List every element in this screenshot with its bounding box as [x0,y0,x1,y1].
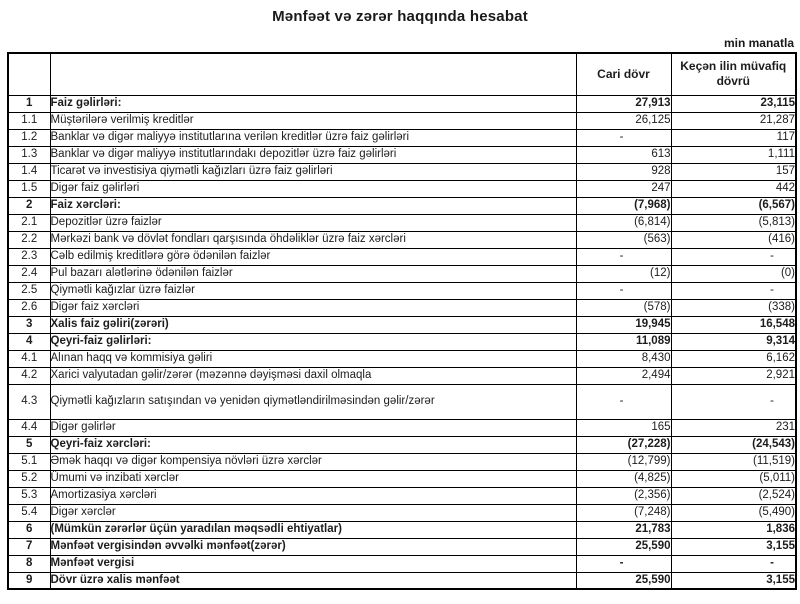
value-previous-period: (5,813) [671,214,796,231]
value-previous-period: - [671,282,796,299]
row-label: Mənfəət vergisi [50,555,576,572]
col-header-current-period: Cari dövr [576,53,671,95]
row-label: Digər xərclər [50,504,576,521]
row-label: Dövr üzrə xalis mənfəət [50,572,576,589]
table-row [8,316,796,333]
row-label: Mənfəət vergisindən əvvəlki mənfəət(zərər) [50,538,576,555]
value-current-period: (4,825) [576,470,671,487]
value-current-period: (12,799) [576,453,671,470]
row-label: Xalis faiz gəliri(zərəri) [50,316,576,333]
value-previous-period: (2,524) [671,487,796,504]
table-row [8,129,796,146]
row-number: 5 [8,436,50,453]
value-current-period: (578) [576,299,671,316]
table-row [8,95,796,112]
table-row [8,504,796,521]
table-row [8,572,796,589]
row-number: 9 [8,572,50,589]
table-row [8,231,796,248]
value-previous-period: 117 [671,129,796,146]
value-current-period: 25,590 [576,538,671,555]
row-number: 1.2 [8,129,50,146]
value-previous-period: 231 [671,419,796,436]
row-number: 4.2 [8,367,50,384]
row-label: Mərkəzi bank və dövlət fondları qarşısında öhdəliklər üzrə faiz xərcləri [50,231,576,248]
value-current-period: 165 [576,419,671,436]
row-number: 1.5 [8,180,50,197]
row-number: 5.4 [8,504,50,521]
value-previous-period: 3,155 [671,572,796,589]
value-previous-period: 442 [671,180,796,197]
value-current-period: 26,125 [576,112,671,129]
report-page [0,8,800,604]
row-number: 1.4 [8,163,50,180]
row-label: Müştərilərə verilmiş kreditlər [50,112,576,129]
table-row [8,282,796,299]
row-label: Faiz xərcləri: [50,197,576,214]
row-label: Depozitlər üzrə faizlər [50,214,576,231]
row-number: 3 [8,316,50,333]
row-number: 1.1 [8,112,50,129]
col-header-previous-period: Keçən ilin müvafiq dövrü [671,53,796,95]
row-number: 2.2 [8,231,50,248]
page-title: Mənfəət və zərər haqqında hesabat [272,8,528,25]
value-current-period: 247 [576,180,671,197]
value-current-period: - [576,248,671,265]
table-row [8,112,796,129]
row-number: 5.1 [8,453,50,470]
value-previous-period: 157 [671,163,796,180]
value-current-period: 25,590 [576,572,671,589]
row-label: Pul bazarı alətlərinə ödənilən faizlər [50,265,576,282]
table-row [8,436,796,453]
row-label: Ümumi və inzibati xərclər [50,470,576,487]
table-row [8,299,796,316]
value-previous-period: 21,287 [671,112,796,129]
row-label: Banklar və digər maliyyə institutlarına verilən kreditlər üzrə faiz gəlirləri [50,129,576,146]
row-number: 6 [8,521,50,538]
row-label: (Mümkün zərərlər üçün yaradılan məqsədli ehtiyatlar) [50,521,576,538]
value-current-period: - [576,384,671,419]
row-number: 5.2 [8,470,50,487]
row-number: 2.4 [8,265,50,282]
row-number: 2.1 [8,214,50,231]
profit-loss-table [7,52,797,590]
row-label: Əmək haqqı və digər kompensiya növləri üzrə xərclər [50,453,576,470]
value-previous-period: 23,115 [671,95,796,112]
table-row [8,470,796,487]
row-label: Digər gəlirlər [50,419,576,436]
value-current-period: (7,968) [576,197,671,214]
row-label: Cəlb edilmiş kreditlərə görə ödənilən faizlər [50,248,576,265]
table-row [8,146,796,163]
value-current-period: (12) [576,265,671,282]
row-label: Banklar və digər maliyyə institutlarındakı depozitlər üzrə faiz gəlirləri [50,146,576,163]
value-current-period: 928 [576,163,671,180]
value-current-period: (7,248) [576,504,671,521]
value-current-period: (563) [576,231,671,248]
table-row [8,453,796,470]
table-row [8,333,796,350]
value-previous-period: 2,921 [671,367,796,384]
row-label: Qeyri-faiz xərcləri: [50,436,576,453]
value-previous-period: 1,111 [671,146,796,163]
row-number: 8 [8,555,50,572]
row-number: 4.4 [8,419,50,436]
table-row [8,521,796,538]
table-row [8,180,796,197]
value-previous-period: - [671,555,796,572]
row-label: Ticarət və investisiya qiymətli kağızları üzrə faiz gəlirləri [50,163,576,180]
value-current-period: 19,945 [576,316,671,333]
row-number: 2.6 [8,299,50,316]
value-current-period: (27,228) [576,436,671,453]
value-current-period: (2,356) [576,487,671,504]
row-label: Qiymətli kağızların satışından və yenidən qiymətləndirilməsindən gəlir/zərər [50,384,576,419]
header-row-number-cell [8,53,50,95]
row-number: 4.3 [8,384,50,419]
table-row [8,265,796,282]
table-row [8,384,796,419]
row-label: Qeyri-faiz gəlirləri: [50,333,576,350]
value-previous-period: 9,314 [671,333,796,350]
row-label: Xarici valyutadan gəlir/zərər (məzənnə dəyişməsi daxil olmaqla [50,367,576,384]
row-number: 1 [8,95,50,112]
value-current-period: 11,089 [576,333,671,350]
value-previous-period: - [671,384,796,419]
table-row [8,248,796,265]
value-previous-period: 6,162 [671,350,796,367]
row-number: 2 [8,197,50,214]
row-label: Digər faiz gəlirləri [50,180,576,197]
value-previous-period: (24,543) [671,436,796,453]
row-number: 4 [8,333,50,350]
value-previous-period: 16,548 [671,316,796,333]
value-current-period: 8,430 [576,350,671,367]
table-header-row [8,53,796,95]
value-previous-period: - [671,248,796,265]
table-row [8,350,796,367]
table-row [8,538,796,555]
unit-label: min manatla [723,36,794,50]
row-number: 7 [8,538,50,555]
table-row [8,214,796,231]
table-row [8,555,796,572]
value-previous-period: (6,567) [671,197,796,214]
table-row [8,367,796,384]
value-previous-period: (5,011) [671,470,796,487]
value-previous-period: (416) [671,231,796,248]
value-current-period: - [576,282,671,299]
row-label: Faiz gəlirləri: [50,95,576,112]
value-current-period: 2,494 [576,367,671,384]
row-number: 5.3 [8,487,50,504]
value-previous-period: (338) [671,299,796,316]
value-previous-period: (5,490) [671,504,796,521]
table-row [8,487,796,504]
row-label: Digər faiz xərcləri [50,299,576,316]
row-number: 1.3 [8,146,50,163]
value-current-period: 613 [576,146,671,163]
value-current-period: 21,783 [576,521,671,538]
value-current-period: (6,814) [576,214,671,231]
value-current-period: - [576,555,671,572]
row-number: 4.1 [8,350,50,367]
row-label: Amortizasiya xərcləri [50,487,576,504]
table-row [8,163,796,180]
table-row [8,419,796,436]
value-previous-period: 1,836 [671,521,796,538]
table-row [8,197,796,214]
header-label-cell [50,53,576,95]
value-current-period: 27,913 [576,95,671,112]
value-current-period: - [576,129,671,146]
row-label: Alınan haqq və kommisiya gəliri [50,350,576,367]
row-number: 2.3 [8,248,50,265]
row-label: Qiymətli kağızlar üzrə faizlər [50,282,576,299]
value-previous-period: (0) [671,265,796,282]
value-previous-period: 3,155 [671,538,796,555]
row-number: 2.5 [8,282,50,299]
value-previous-period: (11,519) [671,453,796,470]
